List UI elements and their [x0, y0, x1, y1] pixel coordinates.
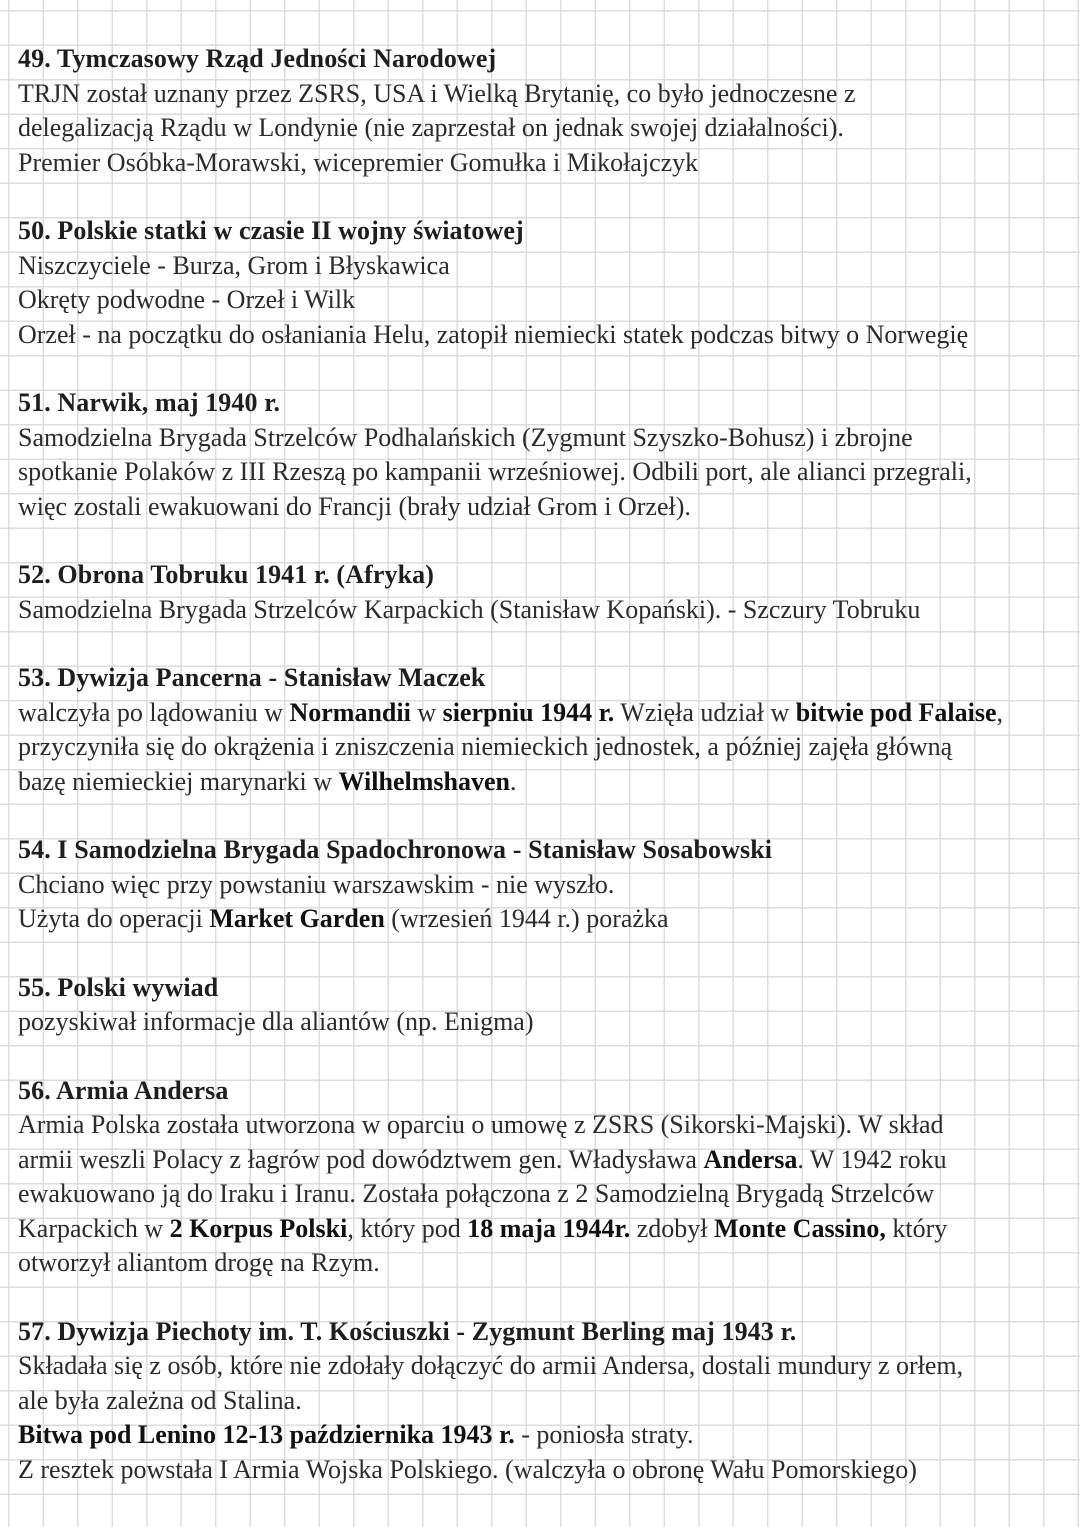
text-segment: Okręty podwodne - Orzeł i Wilk	[18, 285, 356, 314]
text-segment: delegalizacją Rządu w Londynie (nie zaprzestał on jednak swojej działalności).	[18, 113, 844, 142]
text-segment: ,	[996, 697, 1004, 727]
section-text-line	[18, 421, 1060, 456]
text-segment: Premier Osóbka-Morawski, wicepremier Gomułka i Mikołajczyk	[18, 147, 699, 177]
section-heading: 55. Polski wywiad	[18, 972, 219, 1002]
section-text-line	[18, 1349, 1060, 1384]
text-segment: więc zostali ewakuowani do Francji (brały udział Grom i Orzeł).	[18, 491, 691, 521]
section-text-line	[18, 111, 1060, 146]
section-text-line	[18, 1212, 1060, 1247]
text-segment: Samodzielna Brygada Strzelców Karpackich (Stanisław Kopański). - Szczury Tobruku	[18, 594, 921, 624]
section-heading: 52. Obrona Tobruku 1941 r. (Afryka)	[18, 560, 434, 589]
section-text-line	[18, 902, 1060, 937]
note-section	[18, 1315, 1060, 1488]
bold-text-segment: 18 maja 1944r.	[467, 1213, 631, 1243]
note-section	[18, 971, 1060, 1040]
section-text-line	[18, 1384, 1060, 1419]
section-heading: 51. Narwik, maj 1940 r.	[18, 388, 281, 417]
text-segment: . W 1942 roku	[797, 1144, 947, 1174]
section-text-line	[18, 868, 1060, 903]
text-segment: Użyta do operacji	[18, 904, 210, 933]
bold-text-segment: Monte Cassino,	[713, 1213, 886, 1243]
section-text-line	[18, 1177, 1060, 1212]
bold-text-segment: Market Garden	[209, 904, 385, 933]
text-segment: walczyła po lądowaniu w	[18, 697, 290, 727]
bold-text-segment: sierpniu 1944 r.	[442, 697, 615, 727]
section-text-line	[18, 593, 1060, 628]
text-segment: Karpackich w	[18, 1213, 170, 1243]
section-text-line	[18, 1005, 1060, 1040]
note-section	[18, 558, 1060, 627]
text-segment: Chciano więc przy powstaniu warszawskim - nie wyszło.	[18, 869, 615, 899]
bold-text-segment: bitwie pod Falaise	[795, 697, 997, 727]
section-text-line	[18, 1246, 1060, 1281]
text-segment: przyczyniła się do okrążenia i zniszczenia niemieckich jednostek, a później zajęła główną	[18, 732, 953, 761]
text-segment: Armia Polska została utworzona w oparciu o umowę z ZSRS (Sikorski-Majski). W skład	[18, 1110, 944, 1139]
section-text-line	[18, 1108, 1060, 1143]
section-heading: 56. Armia Andersa	[18, 1075, 229, 1105]
section-heading: 53. Dywizja Pancerna - Stanisław Maczek	[18, 663, 486, 692]
section-text-line	[18, 490, 1060, 525]
note-section	[18, 833, 1060, 937]
text-segment: zdobył	[630, 1213, 714, 1243]
text-segment: spotkanie Polaków z III Rzeszą po kampanii wrześniowej. Odbili port, ale alianci przegrali,	[18, 457, 972, 486]
bold-text-segment: Andersa	[703, 1144, 798, 1174]
bold-text-segment: 2 Korpus Polski	[169, 1213, 348, 1243]
text-segment: Z resztek powstała I Armia Wojska Polskiego. (walczyła o obronę Wału Pomorskiego)	[18, 1454, 917, 1484]
text-segment: pozyskiwał informacje dla aliantów (np. Enigma)	[18, 1007, 534, 1036]
section-heading: 54. I Samodzielna Brygada Spadochronowa - Stanisław Sosabowski	[18, 835, 773, 864]
section-text-line	[18, 730, 1060, 765]
text-segment: armii weszli Polacy z łagrów pod dowództwem gen. Władysława	[18, 1144, 704, 1174]
note-section	[18, 386, 1060, 524]
text-segment: , który pod	[347, 1213, 468, 1243]
text-segment: Wzięła udział w	[614, 697, 796, 727]
bold-text-segment: Normandii	[289, 697, 411, 727]
text-segment: bazę niemieckiej marynarki w	[18, 766, 339, 796]
note-section	[18, 42, 1060, 180]
section-text-line	[18, 318, 1060, 353]
text-segment: Składała się z osób, które nie zdołały dołączyć do armii Andersa, dostali mundury z orłem,	[18, 1351, 964, 1380]
note-section	[18, 1074, 1060, 1281]
bold-text-segment: Bitwa pod Lenino 12-13 października 1943 r.	[18, 1420, 515, 1449]
section-heading: 57. Dywizja Piechoty im. T. Kościuszki - Zygmunt Berling maj 1943 r.	[18, 1316, 797, 1346]
section-text-line	[18, 696, 1060, 731]
text-segment: otworzył aliantom drogę na Rzym.	[18, 1248, 380, 1277]
section-text-line	[18, 283, 1060, 318]
note-section	[18, 214, 1060, 352]
text-segment: TRJN został uznany przez ZSRS, USA i Wielką Brytanię, co było jednoczesne z	[18, 78, 856, 108]
text-segment: Orzeł - na początku do osłaniania Helu, zatopił niemiecki statek podczas bitwy o Norwegię	[18, 319, 969, 349]
text-segment: który	[885, 1213, 948, 1243]
section-text-line	[18, 1453, 1060, 1488]
section-text-line	[18, 77, 1060, 112]
text-segment: w	[410, 697, 443, 727]
text-segment: - poniosła straty.	[514, 1420, 694, 1449]
section-text-line	[18, 455, 1060, 490]
section-text-line	[18, 1418, 1060, 1453]
section-text-line	[18, 249, 1060, 284]
section-heading: 49. Tymczasowy Rząd Jedności Narodowej	[18, 44, 497, 73]
section-heading: 50. Polskie statki w czasie II wojny światowej	[18, 216, 524, 245]
section-text-line	[18, 765, 1060, 800]
text-segment: ale była zależna od Stalina.	[18, 1385, 302, 1415]
text-segment: .	[509, 766, 517, 796]
text-segment: ewakuowano ją do Iraku i Iranu. Została połączona z 2 Samodzielną Brygadą Strzelców	[18, 1179, 935, 1208]
bold-text-segment: Wilhelmshaven	[338, 766, 510, 796]
text-segment: Samodzielna Brygada Strzelców Podhalańskich (Zygmunt Szyszko-Bohusz) i zbrojne	[18, 422, 913, 452]
text-segment: (wrzesień 1944 r.) porażka	[384, 904, 669, 933]
note-section	[18, 661, 1060, 799]
text-segment: Niszczyciele - Burza, Grom i Błyskawica	[18, 250, 450, 280]
section-text-line	[18, 146, 1060, 181]
section-text-line	[18, 1143, 1060, 1178]
